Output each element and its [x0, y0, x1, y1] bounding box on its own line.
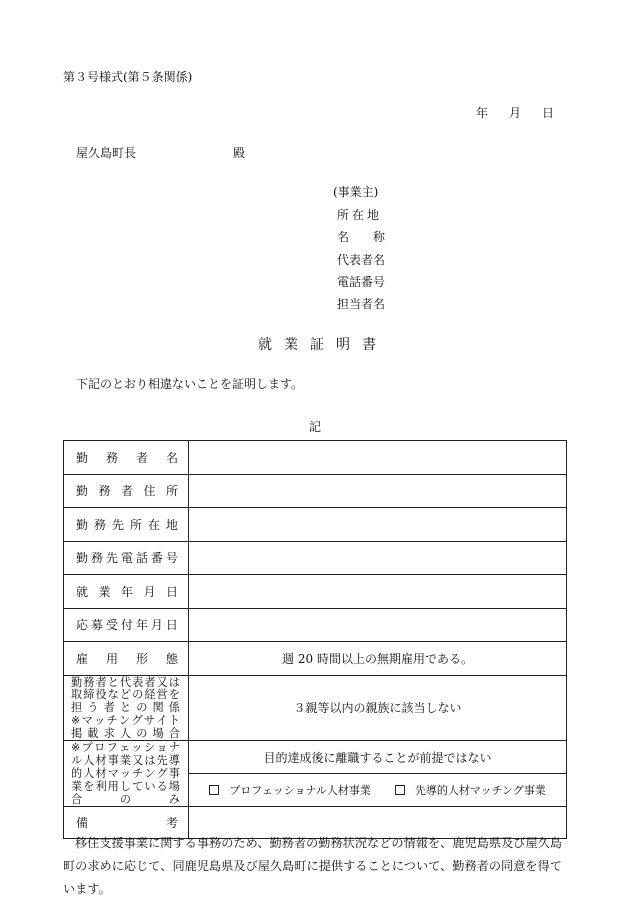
value-workplace-phone[interactable] [189, 541, 567, 575]
label-remarks: 備 考 [76, 816, 178, 831]
label-worker-name: 勤 務 者 名 [76, 450, 178, 465]
label-application-date: 応 募 受 付 年 月 日 [76, 618, 178, 633]
value-worker-name[interactable] [189, 441, 567, 475]
value-matching-statement: 目的達成後に離職することが前提ではない [189, 741, 567, 773]
value-worker-address[interactable] [189, 474, 567, 508]
value-workplace-address[interactable] [189, 508, 567, 542]
title-char: 証 [310, 337, 324, 353]
employer-field-contact: 担当者名 [337, 297, 386, 311]
option-leading-matching-label: 先導的人材マッチング事業 [414, 784, 546, 798]
consent-statement [63, 832, 571, 901]
employer-field-representative: 代表者名 [337, 253, 386, 267]
employer-field-phone: 電話番号 [337, 275, 386, 289]
employer-heading: (事業主) [333, 185, 379, 199]
title-char: 就 [258, 337, 272, 353]
date-month-label: 月 [508, 106, 521, 120]
label-workplace-address: 勤 務 先 所 在 地 [76, 517, 178, 532]
ki-mark: 記 [309, 420, 322, 434]
addressee-honorific: 殿 [233, 146, 246, 160]
form-number: 第３号様式(第５条関係) [63, 70, 193, 84]
label-workplace-phone: 勤 務 先 電 話 番 号 [76, 551, 178, 566]
option-leading-matching-checkbox[interactable] [395, 785, 405, 795]
date-day-label: 日 [541, 106, 554, 120]
label-relation: 勤 務 者 と 代 表 者 又 は 取 締 役 な ど の 経 営 を 担 う 者 と の 関 係 ※ マ ッ チ ン グ サ イ ト 掲 載 求 人 の 場 合 [71, 675, 180, 740]
employer-field-name: 名 称 [337, 230, 386, 244]
label-employment-type: 雇 用 形 態 [76, 651, 178, 666]
certificate-table [63, 440, 567, 839]
intro-text: 下記のとおり相違ないことを証明します。 [76, 377, 304, 391]
value-employment-date[interactable] [189, 575, 567, 609]
consent-text: 移住支援事業に関する事務のため、勤務者の勤務状況などの情報を、鹿児島県及び屋久島町の求めに応じて、同鹿児島県及び屋久島町に提供することについて、勤務者の同意を得ています。 [63, 836, 563, 896]
table-row-employment-type [64, 642, 567, 676]
addressee: 屋久島町長 [76, 146, 137, 160]
label-employment-date: 就 業 年 月 日 [76, 584, 178, 599]
matching-options [189, 782, 566, 798]
value-relation: ３親等以内の親族に該当しない [189, 675, 567, 741]
date-line [476, 104, 554, 121]
title-char: 明 [336, 337, 350, 353]
table-row-matching [64, 741, 567, 773]
table-row-worker-name [64, 441, 567, 475]
employer-field-address: 所在地 [337, 208, 383, 222]
label-worker-address: 勤 務 者 住 所 [76, 484, 178, 499]
table-row-worker-address [64, 474, 567, 508]
table-row-employment-date [64, 575, 567, 609]
option-professional-checkbox[interactable] [209, 785, 219, 795]
date-year-label: 年 [476, 106, 489, 120]
title-char: 書 [362, 337, 376, 353]
value-application-date[interactable] [189, 608, 567, 642]
document-title [258, 334, 376, 354]
table-row-workplace-address [64, 508, 567, 542]
value-employment-type[interactable]: 週 20 時間以上の無期雇用である。 [189, 642, 567, 676]
table-row-workplace-phone [64, 541, 567, 575]
option-professional-label: プロフェッショナル人材事業 [229, 784, 371, 798]
table-row-application-date [64, 608, 567, 642]
label-matching: ※ プ ロ フ ェ ッ シ ョ ナ ル 人 材 事 業 又 は 先 導 的 人 材 マ ッ チ ン グ 事 業 を 利 用 し て い る 場 合 の み [71, 741, 180, 806]
title-char: 業 [284, 337, 298, 353]
table-row-relation [64, 675, 567, 741]
